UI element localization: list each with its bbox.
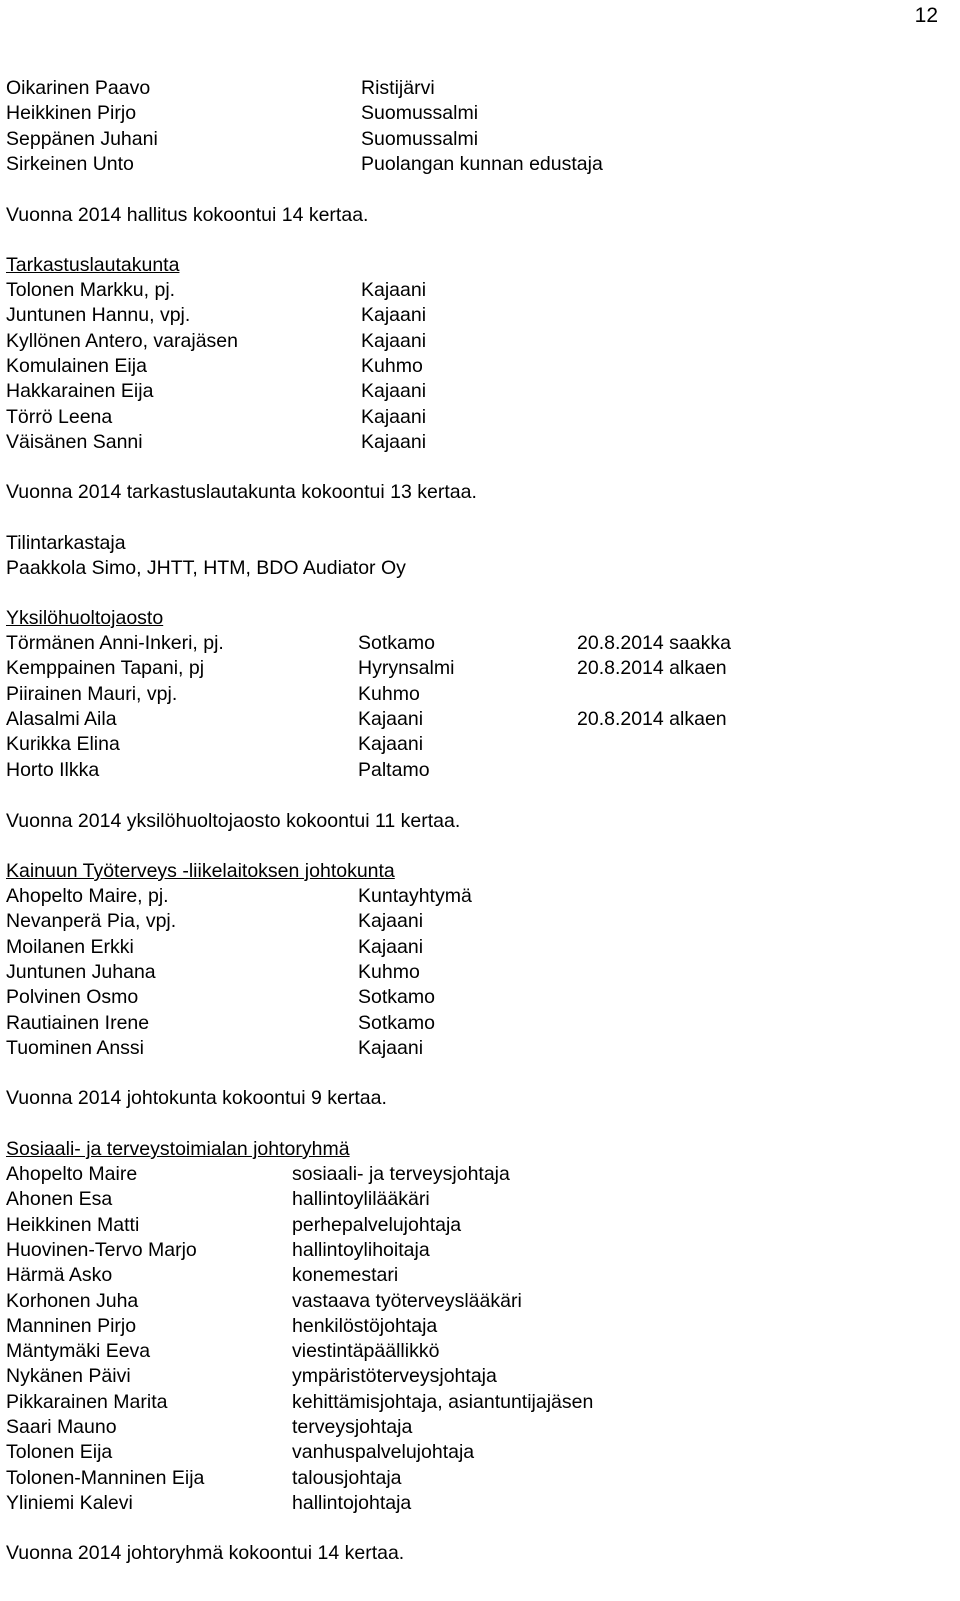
section-heading: Tarkastuslautakunta [6, 254, 180, 276]
member-place: Puolangan kunnan edustaja [361, 152, 603, 175]
member-role: perhepalvelujohtaja [292, 1213, 462, 1236]
member-name: Juntunen Juhana [6, 960, 156, 983]
member-name: Ahonen Esa [6, 1188, 113, 1211]
member-place: Kajaani [361, 405, 427, 428]
member-name: Horto Ilkka [6, 758, 100, 781]
meeting-note: Vuonna 2014 johtokunta kokoontui 9 kertaa. [6, 1087, 387, 1109]
section-heading: Yksilöhuoltojaosto [6, 607, 164, 629]
member-name: Piirainen Mauri, vpj. [6, 682, 178, 705]
member-name: Kemppainen Tapani, pj [6, 657, 205, 680]
member-place: Kajaani [358, 1036, 424, 1059]
member-role: vastaava työterveyslääkäri [292, 1289, 522, 1312]
member-place: Kajaani [358, 707, 424, 730]
member-name: Rautiainen Irene [6, 1011, 150, 1034]
member-name: Tolonen Markku, pj. [6, 279, 176, 301]
meeting-note: Vuonna 2014 hallitus kokoontui 14 kertaa. [6, 204, 369, 226]
member-place: Kuhmo [358, 682, 420, 705]
member-name: Seppänen Juhani [6, 127, 158, 150]
member-name: Yliniemi Kalevi [6, 1491, 133, 1514]
member-role: hallintoylihoitaja [292, 1238, 430, 1261]
member-name: Kurikka Elina [6, 733, 120, 756]
member-name: Sirkeinen Unto [6, 152, 134, 175]
member-place: Kajaani [361, 279, 427, 301]
section-heading: Kainuun Työterveys -liikelaitoksen johtokunta [6, 860, 395, 882]
member-name: Törrö Leena [6, 405, 113, 428]
member-role: kehittämisjohtaja, asiantuntijajäsen [292, 1390, 594, 1413]
member-role: henkilöstöjohtaja [292, 1314, 438, 1337]
member-place: Ristijärvi [361, 77, 435, 99]
section-heading: Sosiaali- ja terveystoimialan johtoryhmä [6, 1138, 350, 1160]
member-name: Korhonen Juha [6, 1289, 139, 1312]
member-name: Väisänen Sanni [6, 430, 143, 453]
member-place: Suomussalmi [361, 127, 479, 150]
member-place: Kajaani [358, 910, 424, 933]
member-role: hallintojohtaja [292, 1491, 412, 1514]
member-name: Törmänen Anni-Inkeri, pj. [6, 632, 224, 654]
page-number: 12 [914, 4, 938, 27]
member-name: Saari Mauno [6, 1416, 117, 1438]
member-name: Tolonen-Manninen Eija [6, 1466, 205, 1489]
member-name: Polvinen Osmo [6, 986, 139, 1009]
member-name: Pikkarainen Marita [6, 1390, 168, 1413]
member-name: Ahopelto Maire [6, 1163, 138, 1185]
member-role: sosiaali- ja terveysjohtaja [292, 1163, 510, 1185]
member-name: Tuominen Anssi [6, 1036, 145, 1059]
member-place: Suomussalmi [361, 102, 479, 125]
meeting-note: Vuonna 2014 johtoryhmä kokoontui 14 kertaa. [6, 1542, 405, 1564]
member-name: Heikkinen Pirjo [6, 102, 137, 125]
member-role: hallintoylilääkäri [292, 1188, 430, 1211]
member-place: Kuhmo [358, 960, 420, 983]
meeting-note: Vuonna 2014 tarkastuslautakunta kokoontui 13 kertaa. [6, 481, 477, 503]
member-place: Kajaani [358, 935, 424, 958]
member-place: Kajaani [358, 733, 424, 756]
member-name: Härmä Asko [6, 1264, 113, 1287]
member-name: Nykänen Päivi [6, 1365, 131, 1388]
member-name: Huovinen-Tervo Marjo [6, 1238, 197, 1261]
member-place: Kajaani [361, 380, 427, 403]
member-name: Alasalmi Aila [6, 707, 117, 730]
member-place: Sotkamo [358, 632, 435, 654]
member-role: talousjohtaja [292, 1466, 402, 1489]
member-place: Hyrynsalmi [358, 657, 455, 680]
member-note: 20.8.2014 alkaen [577, 657, 727, 680]
member-role: ympäristöterveysjohtaja [292, 1365, 497, 1388]
member-name: Tolonen Eija [6, 1441, 113, 1464]
member-place: Kuntayhtymä [358, 885, 472, 907]
member-place: Kajaani [361, 304, 427, 327]
member-role: konemestari [292, 1264, 399, 1287]
member-role: vanhuspalvelujohtaja [292, 1441, 475, 1464]
member-place: Kajaani [361, 430, 427, 453]
member-name: Ahopelto Maire, pj. [6, 885, 169, 907]
member-note: 20.8.2014 saakka [577, 632, 731, 654]
member-role: terveysjohtaja [292, 1416, 413, 1438]
member-name: Mäntymäki Eeva [6, 1340, 151, 1363]
member-name: Nevanperä Pia, vpj. [6, 910, 177, 933]
section-heading: Tilintarkastaja [6, 532, 126, 554]
member-name: Manninen Pirjo [6, 1314, 137, 1337]
member-name: Moilanen Erkki [6, 935, 134, 958]
member-place: Sotkamo [358, 986, 435, 1009]
member-name: Komulainen Eija [6, 354, 147, 377]
member-role: viestintäpäällikkö [292, 1340, 440, 1363]
member-place: Kuhmo [361, 354, 423, 377]
member-name: Kyllönen Antero, varajäsen [6, 329, 238, 352]
member-place: Kajaani [361, 329, 427, 352]
member-name: Juntunen Hannu, vpj. [6, 304, 191, 327]
member-name: Oikarinen Paavo [6, 77, 151, 99]
auditor-text: Paakkola Simo, JHTT, HTM, BDO Audiator Oy [6, 557, 406, 579]
member-name: Hakkarainen Eija [6, 380, 154, 403]
member-name: Heikkinen Matti [6, 1213, 140, 1236]
member-note: 20.8.2014 alkaen [577, 707, 727, 730]
member-place: Paltamo [358, 758, 430, 781]
member-place: Sotkamo [358, 1011, 435, 1034]
meeting-note: Vuonna 2014 yksilöhuoltojaosto kokoontui 11 kertaa. [6, 810, 461, 832]
